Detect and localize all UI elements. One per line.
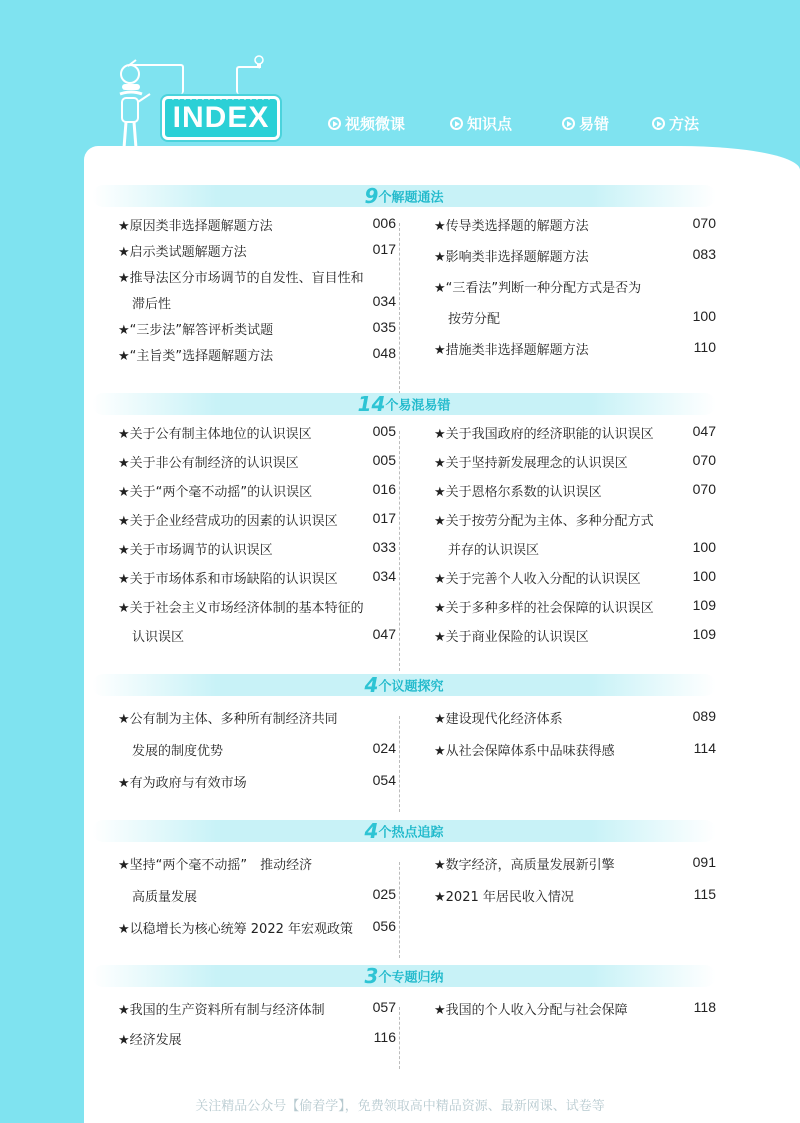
lightbulb-icon <box>252 54 266 70</box>
section-count: 4 <box>364 819 379 843</box>
toc-item-continued[interactable]: 按劳分配 100 <box>448 308 716 327</box>
toc-item[interactable]: ★我国的生产资料所有制与经济体制 057 <box>118 999 396 1018</box>
section-label: 个热点追踪 <box>378 825 444 841</box>
section-pitfalls <box>92 393 716 655</box>
toc-item[interactable]: ★关于企业经营成功的因素的认识误区 017 <box>118 510 396 529</box>
right-column <box>416 215 716 371</box>
column-divider <box>399 1007 400 1069</box>
toc-item[interactable]: ★传导类选择题的解题方法 070 <box>434 215 716 234</box>
footer-note: 关注精品公众号【偷着学】，免费领取高中精品资源、最新网课、试卷等 <box>195 1099 605 1114</box>
play-circle-icon <box>328 117 341 130</box>
toc-item[interactable]: ★关于非公有制经济的认识误区 005 <box>118 452 396 471</box>
play-circle-icon <box>450 117 463 130</box>
toc-item-continued[interactable]: 认识误区 047 <box>132 626 396 645</box>
toc-item[interactable]: ★2021 年居民收入情况 115 <box>434 886 716 905</box>
toc-item[interactable]: ★推导法区分市场调节的自发性、盲目性和 <box>118 271 364 286</box>
toc-item[interactable]: ★关于多种多样的社会保障的认识误区 109 <box>434 597 716 616</box>
section-label: 个议题探究 <box>378 679 444 695</box>
legend-errors <box>562 113 609 134</box>
toc-item[interactable]: ★关于坚持新发展理念的认识误区 070 <box>434 452 716 471</box>
column-divider <box>399 716 400 812</box>
toc-item[interactable]: ★建设现代化经济体系 089 <box>434 708 716 727</box>
index-badge <box>162 96 280 140</box>
section-count: 4 <box>364 673 379 697</box>
legend-methods <box>652 113 699 134</box>
section-title <box>92 185 716 207</box>
section-methods <box>92 185 716 371</box>
section-columns <box>92 423 716 655</box>
legend-label: 方法 <box>669 115 700 133</box>
toc-item[interactable]: ★“三看法”判断一种分配方式是否为 <box>434 281 642 296</box>
legend-knowledge <box>450 113 512 134</box>
section-title <box>92 820 716 842</box>
column-divider <box>399 223 400 399</box>
section-summaries <box>92 965 716 1059</box>
toc-item[interactable]: ★关于公有制主体地位的认识误区 005 <box>118 423 396 442</box>
toc-item[interactable]: ★公有制为主体、多种所有制经济共同 <box>118 712 338 727</box>
toc-item[interactable]: ★关于完善个人收入分配的认识误区 100 <box>434 568 716 587</box>
decor-wire <box>236 66 260 94</box>
section-topics <box>92 674 716 804</box>
decor-dots <box>170 97 274 101</box>
legend-label: 视频微课 <box>345 115 406 133</box>
index-label: INDEX <box>172 101 270 134</box>
left-column <box>92 854 396 950</box>
column-divider <box>399 431 400 671</box>
play-circle-icon <box>562 117 575 130</box>
legend-label: 知识点 <box>467 115 513 133</box>
toc-item[interactable]: ★原因类非选择题解题方法 006 <box>118 215 396 234</box>
section-columns <box>92 215 716 371</box>
toc-item[interactable]: ★以稳增长为核心统筹 2022 年宏观政策 056 <box>118 918 396 937</box>
toc-item[interactable]: ★关于恩格尔系数的认识误区 070 <box>434 481 716 500</box>
section-count: 14 <box>357 392 386 416</box>
section-hotspots <box>92 820 716 950</box>
section-count: 9 <box>364 184 379 208</box>
toc-item[interactable]: ★启示类试题解题方法 017 <box>118 241 396 260</box>
left-column <box>92 423 396 655</box>
section-count: 3 <box>364 964 379 988</box>
toc-item[interactable]: ★关于社会主义市场经济体制的基本特征的 <box>118 601 364 616</box>
right-column <box>416 708 716 804</box>
toc-item-continued[interactable]: 并存的认识误区 100 <box>448 539 716 558</box>
left-column <box>92 215 396 371</box>
toc-item[interactable]: ★关于商业保险的认识误区 109 <box>434 626 716 645</box>
play-circle-icon <box>652 117 665 130</box>
toc-item-continued[interactable]: 滞后性 034 <box>132 293 396 312</box>
section-columns <box>92 708 716 804</box>
toc-item-continued[interactable]: 高质量发展 025 <box>132 886 396 905</box>
toc-item-continued[interactable]: 发展的制度优势 024 <box>132 740 396 759</box>
toc-item[interactable]: ★坚持“两个毫不动摇” 推动经济 <box>118 858 313 873</box>
section-label: 个专题归纳 <box>378 970 444 986</box>
decor-wire <box>128 64 184 94</box>
toc-item[interactable]: ★措施类非选择题解题方法 110 <box>434 339 716 358</box>
toc-item[interactable]: ★我国的个人收入分配与社会保障 118 <box>434 999 716 1018</box>
legend-label: 易错 <box>579 115 610 133</box>
toc-item[interactable]: ★从社会保障体系中品味获得感 114 <box>434 740 716 759</box>
toc-item[interactable]: ★关于按劳分配为主体、多种分配方式 <box>434 514 654 529</box>
column-divider <box>399 862 400 958</box>
left-column <box>92 708 396 804</box>
toc-item[interactable]: ★经济发展 116 <box>118 1029 396 1048</box>
toc-item[interactable]: ★影响类非选择题解题方法 083 <box>434 246 716 265</box>
legend-video <box>328 113 405 134</box>
section-title <box>92 965 716 987</box>
toc-item[interactable]: ★“主旨类”选择题解题方法 048 <box>118 345 396 364</box>
toc-item[interactable]: ★关于我国政府的经济职能的认识误区 047 <box>434 423 716 442</box>
section-title <box>92 674 716 696</box>
right-column <box>416 854 716 950</box>
section-label: 个解题通法 <box>378 190 444 206</box>
left-column <box>92 999 396 1059</box>
toc-item[interactable]: ★有为政府与有效市场 054 <box>118 772 396 791</box>
right-column <box>416 423 716 655</box>
header <box>0 0 800 150</box>
toc-item[interactable]: ★关于市场调节的认识误区 033 <box>118 539 396 558</box>
toc-item[interactable]: ★“三步法”解答评析类试题 035 <box>118 319 396 338</box>
right-column <box>416 999 716 1059</box>
section-columns <box>92 999 716 1059</box>
toc-item[interactable]: ★数字经济，高质量发展新引擎 091 <box>434 854 716 873</box>
section-columns <box>92 854 716 950</box>
section-label: 个易混易错 <box>385 398 451 414</box>
section-title <box>92 393 716 415</box>
toc-item[interactable]: ★关于“两个毫不动摇”的认识误区 016 <box>118 481 396 500</box>
toc-item[interactable]: ★关于市场体系和市场缺陷的认识误区 034 <box>118 568 396 587</box>
